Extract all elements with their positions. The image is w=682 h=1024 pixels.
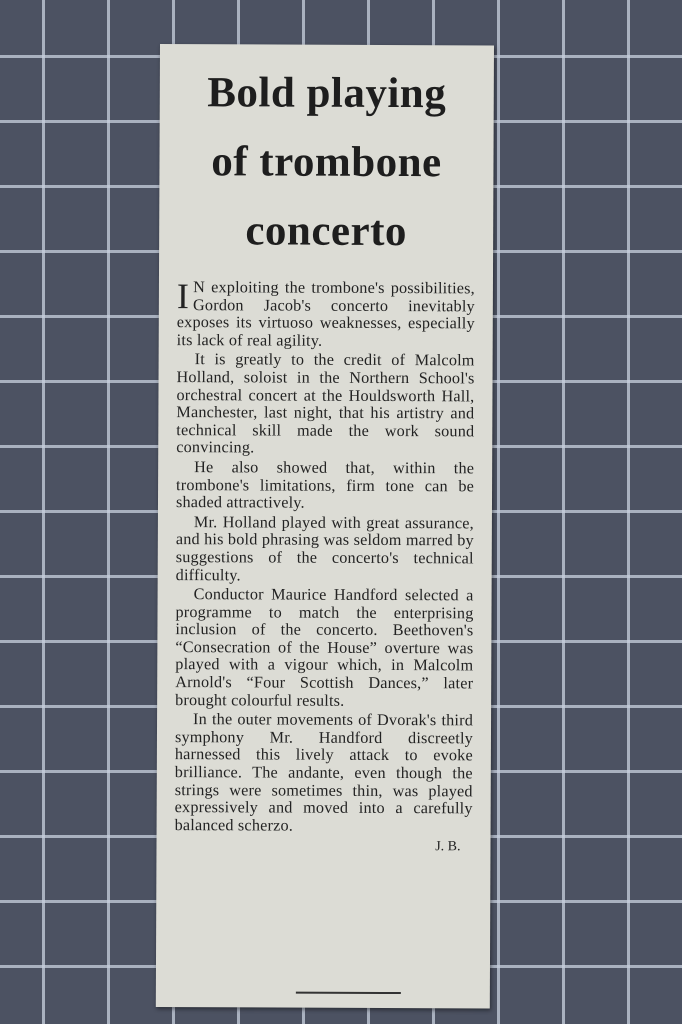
headline-line-3: concerto <box>245 207 408 256</box>
headline <box>171 58 482 266</box>
article-paragraph-6: In the outer movements of Dvorak's third symphony Mr. Handford discreetly harnessed this lively attack to evoke brilliance. The andante, even though the strings were sometimes thin, was played expressively and moved into a carefully balanced scherzo. <box>174 710 474 835</box>
divider-rule <box>296 992 401 994</box>
article-paragraph-1: I N exploiting the trombone's possibilities, Gordon Jacob's concerto inevitably exposes its virtuoso weaknesses, especially its lack of real agility. <box>176 276 475 350</box>
article-paragraph-2: It is greatly to the credit of Malcolm Holland, soloist in the Northern School's orchestral concert at the Houldsworth Hall, Manchester, last night, that his artistry and technical skill made the work sound convincing. <box>176 350 475 457</box>
article-paragraph-5: Conductor Maurice Handford selected a programme to match the enterprising inclusion of the concerto. Beethoven's “Consecration of the House” overture was played with a vigour which, in Malcolm Arnold's “Four Scottish Dances,” later brought colourful results. <box>175 585 474 710</box>
headline-line-1: Bold playing <box>207 69 447 118</box>
article-body <box>174 276 475 836</box>
headline-line-2: of trombone <box>211 138 442 187</box>
article-paragraph-3: He also showed that, within the trombone's limitations, firm tone can be shaded attractively. <box>175 458 475 512</box>
newspaper-clipping <box>156 44 494 1008</box>
drop-cap: I <box>176 276 190 317</box>
byline: J. B. <box>435 839 461 855</box>
article-paragraph-4: Mr. Holland played with great assurance, and his bold phrasing was seldom marred by suggestions of the concerto's technical difficulty. <box>175 512 474 584</box>
